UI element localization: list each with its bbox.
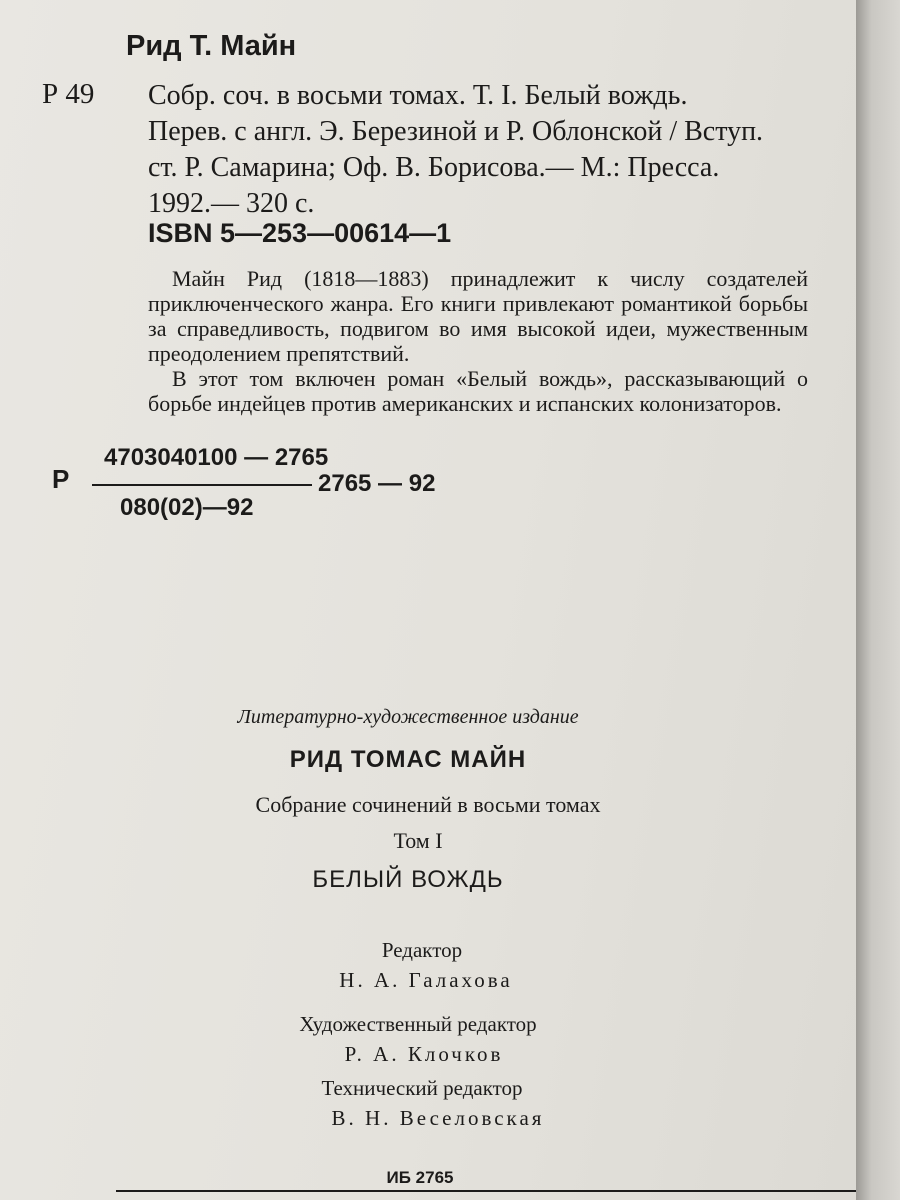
isbn: ISBN 5—253—00614—1: [148, 218, 452, 248]
edition-type: Литературно-художественное издание: [237, 706, 579, 728]
bib-line: 1992.— 320 с.: [148, 188, 315, 219]
page-edge: [856, 0, 900, 1200]
bib-line: Перев. с англ. Э. Березиной и Р. Облонской / Вступ.: [148, 116, 764, 147]
author-heading: Рид Т. Майн: [126, 30, 297, 62]
annotation-paragraph: В этот том включен роман «Белый вождь», рассказывающий о борьбе индейцев против американских и испанских колонизаторов.: [148, 366, 808, 416]
art-editor-name: Р. А. Клочков: [344, 1042, 504, 1066]
bibliographic-description: [148, 78, 763, 222]
library-code: Р 49: [42, 78, 95, 110]
volume-number: Том I: [393, 828, 443, 853]
editor-role: Редактор: [381, 938, 463, 962]
tech-editor-role: Технический редактор: [321, 1076, 523, 1100]
art-editor-role: Художественный редактор: [299, 1012, 537, 1036]
bottom-rule: [116, 1190, 856, 1192]
annotation-paragraph: Майн Рид (1818—1883) принадлежит к числу создателей приключенческого жанра. Его книги привлекают романтикой борьбы за справедливость, подвигом во имя высокой идеи, мужественным преодолением препятствий.: [148, 266, 808, 366]
fraction-line: [92, 484, 312, 486]
book-title: БЕЛЫЙ ВОЖДЬ: [312, 866, 504, 893]
bib-line: ст. Р. Самарина; Оф. В. Борисова.— М.: Пресса.: [148, 152, 720, 183]
classification-letter: Р: [52, 464, 70, 494]
annotation: [148, 266, 808, 416]
bib-line: Собр. соч. в восьми томах. Т. I. Белый вождь.: [148, 80, 688, 111]
editor-name: Н. А. Галахова: [339, 968, 513, 992]
classification-numerator: 4703040100 — 2765: [104, 444, 329, 471]
imprint-author: РИД ТОМАС МАЙН: [289, 746, 527, 773]
classification-right: 2765 — 92: [318, 470, 436, 497]
collection-title: Собрание сочинений в восьми томах: [255, 792, 601, 817]
tech-editor-name: В. Н. Веселовская: [331, 1106, 545, 1130]
ib-number: ИБ 2765: [386, 1168, 454, 1187]
classification-denominator: 080(02)—92: [120, 494, 254, 521]
